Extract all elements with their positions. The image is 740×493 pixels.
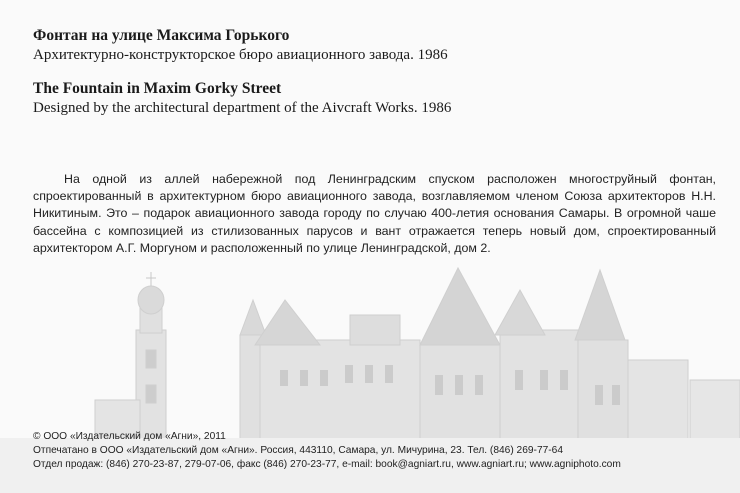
description-paragraph: На одной из аллей набережной под Ленинградским спуском расположен многоструйный фонтан, спроектированный в архитектурном бюро авиационного завода, возглавляемом членом Союза архитекторов Н.Н. Никитиным. Это – подарок авиационного завода городу по случаю 400-летия основания Самары. В огромной чаше бассейна с композицией из стилизованных парусов и вант отражается теперь новый дом, спроектированный архитектором А.Г. Моргуном и расположенный по улице Ленинградской, дом 2. [33,172,716,255]
copyright-line: © ООО «Издательский дом «Агни», 2011 [33,431,226,442]
sales-contact-line: Отдел продаж: (846) 270-23-87, 279-07-06, факс (846) 270-23-77, e-mail: book@agniart.ru, www.agniart.ru; www.agniphoto.com [33,459,621,470]
title-russian: Фонтан на улице Максима Горького [33,27,290,44]
title-english: The Fountain in Maxim Gorky Street [33,80,282,97]
subtitle-english: Designed by the architectural department of the Aivcraft Works. 1986 [33,100,452,116]
subtitle-russian: Архитектурно-конструкторское бюро авиационного завода. 1986 [33,47,448,63]
printed-by-line: Отпечатано в ООО «Издательский дом «Агни». Россия, 443110, Самара, ул. Мичурина, 23. Тел. (846) 269-77-64 [33,445,563,456]
publisher-footer [33,430,621,472]
titles-block [33,26,451,118]
